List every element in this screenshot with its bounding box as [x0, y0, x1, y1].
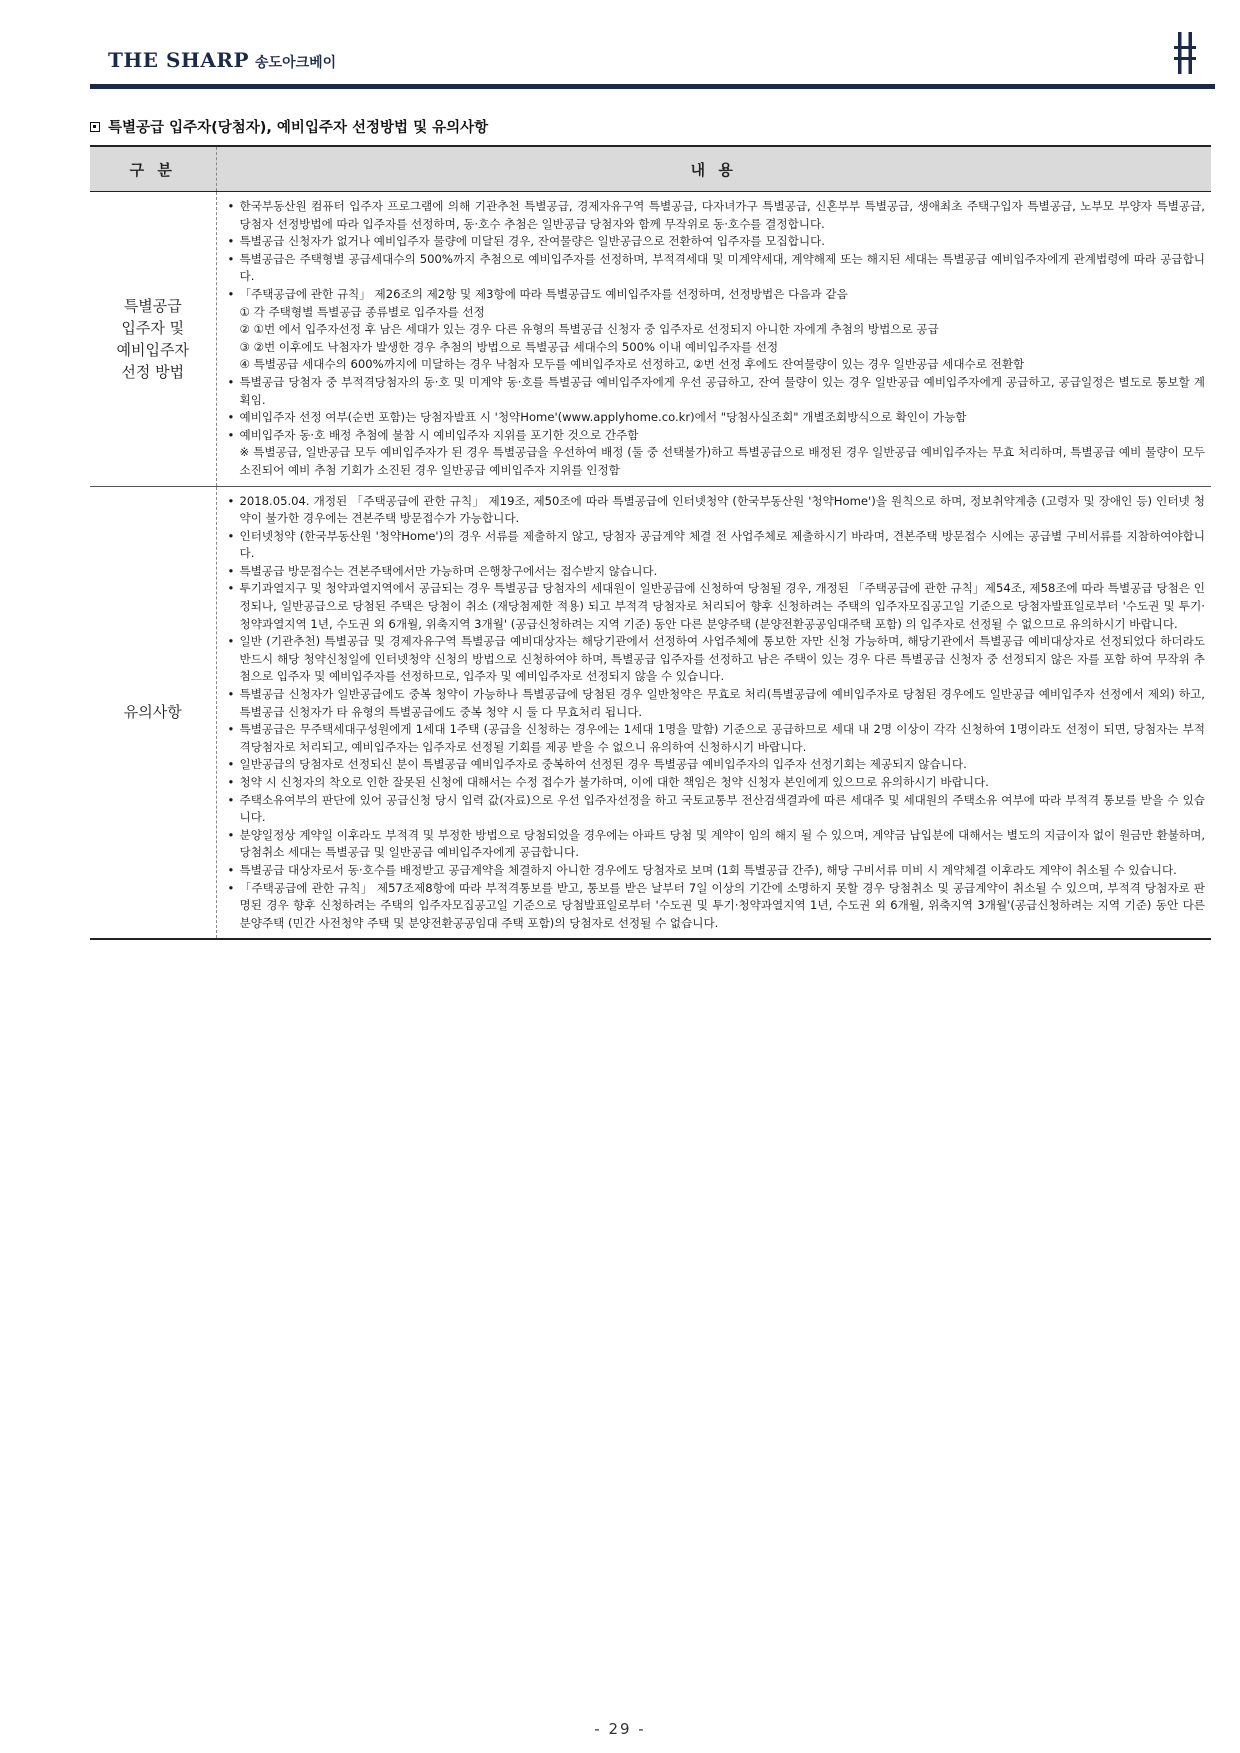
page-header: [90, 42, 1215, 90]
bullet-item: • 특별공급은 무주택세대구성원에게 1세대 1주택 (공급을 신청하는 경우에는 1세대 1명을 말함) 기준으로 공급하므로 세대 내 2명 이상이 각각 신청하여 1명이라도 선정이 되면, 당첨자는 부적격당첨자로 처리되고, 예비입주자는 입주자로 선정될 기회를 제공 받을 수 없으니 유의하여 신청하시기 바랍니다.: [227, 721, 1206, 756]
bullet-item: • 특별공급 대상자로서 동·호수를 배정받고 공급계약을 체결하지 아니한 경우에도 당첨자로 보며 (1회 특별공급 간주), 해당 구비서류 미비 시 계약체결 이후라도 계약이 취소될 수 있습니다.: [227, 862, 1206, 880]
category-line: 예비입주자: [116, 340, 189, 359]
numbered-item: ① 각 주택형별 특별공급 종류별로 입주자를 선정: [239, 304, 485, 319]
bullet-item: • 특별공급 방문접수는 견본주택에서만 가능하며 은행창구에서는 접수받지 않습니다.: [227, 563, 1206, 581]
info-table: [90, 145, 1211, 940]
sharp-logo-icon: [1171, 30, 1199, 76]
bullet-item: • 청약 시 신청자의 착오로 인한 잘못된 신청에 대해서는 수정 접수가 불가하며, 이에 대한 책임은 청약 신청자 본인에게 있으므로 유의하시기 바랍니다.: [227, 774, 1206, 792]
brand-logo: [108, 48, 336, 72]
brand-sub: 송도아크베이: [255, 55, 337, 71]
page-number: - 29 -: [594, 1720, 646, 1738]
bullet-item: • 인터넷청약 (한국부동산원 '청약Home')의 경우 서류를 제출하지 않고, 당첨자 공급계약 체결 전 사업주체로 제출하시기 바라며, 견본주택 방문접수 시에는 공급별 구비서류를 지참하여야합니다.: [227, 528, 1206, 563]
square-bullet-icon: [90, 122, 100, 132]
bullet-item: • 특별공급 당첨자 중 부적격당첨자의 동·호 및 미계약 동·호를 특별공급 예비입주자에게 우선 공급하고, 잔여 물량이 있는 경우 일반공급 예비입주자에게 공급하고, 공급일정은 별도로 통보할 계획임.: [227, 374, 1206, 409]
content-list: [227, 198, 1206, 480]
brand-name: THE SHARP: [108, 48, 250, 72]
bullet-item: • 2018.05.04. 개정된 「주택공급에 관한 규칙」 제19조, 제50조에 따라 특별공급에 인터넷청약 (한국부동산원 '청약Home')을 원칙으로 하며, 정보취약계층 (고령자 및 장애인 등) 인터넷 청약이 불가한 경우에는 견본주택 방문접수가 가능합니다.: [227, 493, 1206, 528]
bullet-item: • 일반 (기관추천) 특별공급 및 경제자유구역 특별공급 예비대상자는 해당기관에서 선정하여 사업주체에 통보한 자만 신청 가능하며, 해당기관에서 특별공급 예비대상자로 선정되었다 하더라도 반드시 해당 청약신청일에 인터넷청약 신청의 방법으로 신청하여야 하며, 특별공급 입주자를 선정하고 남은 주택이 있는 경우 다른 특별공급 신청자 중 선정되지 않은 자를 포함 하여 무작위 추첨으로 입주자 및 예비입주자를 선정하므로, 입주자 및 예비입주자로 선정되지 않을 수 있습니다.: [227, 633, 1206, 686]
bullet-item: • 한국부동산원 컴퓨터 입주자 프로그램에 의해 기관추천 특별공급, 경제자유구역 특별공급, 다자녀가구 특별공급, 신혼부부 특별공급, 생애최초 주택구입자 특별공급, 노부모 부양자 특별공급, 당첨자 선정방법에 따라 입주자를 선정하며, 동·호수 추첨은 일반공급 당첨자와 함께 무작위로 동·호수를 결정합니다.: [227, 198, 1206, 233]
bullet-item: • 일반공급의 당첨자로 선정되신 분이 특별공급 예비입주자로 중복하여 선정된 경우 특별공급 예비입주자의 입주자 선정기회는 제공되지 않습니다.: [227, 756, 1206, 774]
header-category: 구 분: [90, 146, 216, 192]
bullet-item: • 특별공급 신청자가 없거나 예비입주자 물량에 미달된 경우, 잔여물량은 일반공급으로 전환하여 입주자를 모집합니다.: [227, 233, 1206, 251]
bullet-item: • 투기과열지구 및 청약과열지역에서 공급되는 경우 특별공급 당첨자의 세대원이 일반공급에 신청하여 당첨될 경우, 개정된 「주택공급에 관한 규칙」제54조, 제58조에 따라 특별공급 당첨은 인정되나, 일반공급으로 당첨된 주택은 당첨이 취소 (재당첨제한 적용) 되고 부적격 당첨자로 처리되어 향후 신청하려는 주택의 입주자모집공고일 기준으로 당첨자발표일로부터 '수도권 및 투기·청약과열지역 1년, 수도권 외 6개월, 위축지역 3개월' (공급신청하려는 지역 기준) 동안 다른 분양주택 (분양전환공공임대주택 포함) 의 입주자로 선정될 수 없으므로 유의하시기 바랍니다.: [227, 580, 1206, 633]
row-content: [216, 192, 1211, 487]
bullet-item: • 특별공급은 주택형별 공급세대수의 500%까지 추첨으로 예비입주자를 선정하며, 부적격세대 및 미계약세대, 계약해제 또는 해지된 세대는 특별공급 예비입주자에게 관계법령에 따라 공급합니다.: [227, 251, 1206, 286]
table-row: [90, 192, 1211, 487]
bullet-item: • 「주택공급에 관한 규칙」 제57조제8항에 따라 부적격통보를 받고, 통보를 받은 날부터 7일 이상의 기간에 소명하지 못할 경우 당첨취소 및 공급계약이 취소될 수 있으며, 부적격 당첨자로 판명된 경우 향후 신청하려는 주택의 입주자모집공고일 기준으로 당첨발표일로부터 '수도권 및 투기·청약과열지역 1년, 수도권 외 6개월, 위축지역 3개월'(공급신청하려는 지역 기준) 동안 다른 분양주택 (민간 사전청약 주택 및 분양전환공공임대 주택 포함)의 당첨자로 선정될 수 없습니다.: [227, 880, 1206, 933]
numbered-item: ③ ②번 이후에도 낙첨자가 발생한 경우 추첨의 방법으로 특별공급 세대수의 500% 이내 예비입주자를 선정: [239, 339, 779, 354]
note-item: ※ 특별공급, 일반공급 모두 예비입주자가 된 경우 특별공급을 우선하여 배정 (둘 중 선택불가)하고 특별공급으로 배정된 경우 일반공급 예비입주자는 무효 처리하며, 특별공급 예비 물량이 모두 소진되어 예비 추첨 기회가 소진된 경우 일반공급 예비입주자 지위를 인정함: [239, 445, 1205, 477]
content-list: [227, 493, 1206, 933]
category-line: 선정 방법: [121, 362, 185, 381]
table-row: [90, 486, 1211, 939]
bullet-item: • 「주택공급에 관한 규칙」 제26조의 제2항 및 제3항에 따라 특별공급도 예비입주자를 선정하며, 선정방법은 다음과 같음: [227, 286, 1206, 304]
table-body: [90, 192, 1211, 940]
row-category: [90, 192, 216, 487]
bullet-item: • 특별공급 신청자가 일반공급에도 중복 청약이 가능하나 특별공급에 당첨된 경우 일반청약은 무효로 처리(특별공급에 예비입주자로 당첨된 경우에도 일반공급 예비입주자 선정에서 제외) 하고, 특별공급 신청자가 타 유형의 특별공급에도 중복 청약 시 둘 다 무효처리 됩니다.: [227, 686, 1206, 721]
numbered-item: ② ①번 에서 입주자선정 후 남은 세대가 있는 경우 다른 유형의 특별공급 신청자 중 입주자로 선정되지 아니한 자에게 추첨의 방법으로 공급: [239, 322, 939, 337]
header-rule: [90, 84, 1215, 89]
bullet-item: • 분양일정상 계약일 이후라도 부적격 및 부정한 방법으로 당첨되었을 경우에는 아파트 당첨 및 계약이 임의 해지 될 수 있으며, 계약금 납입분에 대해서는 별도의 지급이자 없이 원금만 환불하며, 당첨취소 세대는 특별공급 및 일반공급 예비입주자에게 공급합니다.: [227, 827, 1206, 862]
row-category: [90, 486, 216, 939]
bullet-item: • 예비입주자 동·호 배정 추첨에 불참 시 예비입주자 지위를 포기한 것으로 간주함: [227, 427, 1206, 445]
section-title-text: 특별공급 입주자(당첨자), 예비입주자 선정방법 및 유의사항: [108, 120, 489, 136]
header-content: 내 용: [216, 146, 1211, 192]
bullet-item: • 주택소유여부의 판단에 있어 공급신청 당시 입력 값(자료)으로 우선 입주자선정을 하고 국토교통부 전산검색결과에 따른 세대주 및 세대원의 주택소유 여부에 따라 부적격 통보를 받을 수 있습니다.: [227, 792, 1206, 827]
section-title: [90, 116, 488, 137]
category-line: 입주자 및: [121, 318, 185, 337]
bullet-item: • 예비입주자 선정 여부(순번 포함)는 당첨자발표 시 '청약Home'(www.applyhome.co.kr)에서 "당첨사실조회" 개별조회방식으로 확인이 가능함: [227, 409, 1206, 427]
category-line: 유의사항: [123, 703, 182, 722]
row-content: [216, 486, 1211, 939]
category-line: 특별공급: [123, 296, 182, 315]
numbered-item: ④ 특별공급 세대수의 600%까지에 미달하는 경우 낙첨자 모두를 예비입주자로 선정하고, ②번 선정 후에도 잔여물량이 있는 경우 일반공급 세대수로 전환함: [239, 357, 1025, 372]
table-header-row: [90, 146, 1211, 192]
